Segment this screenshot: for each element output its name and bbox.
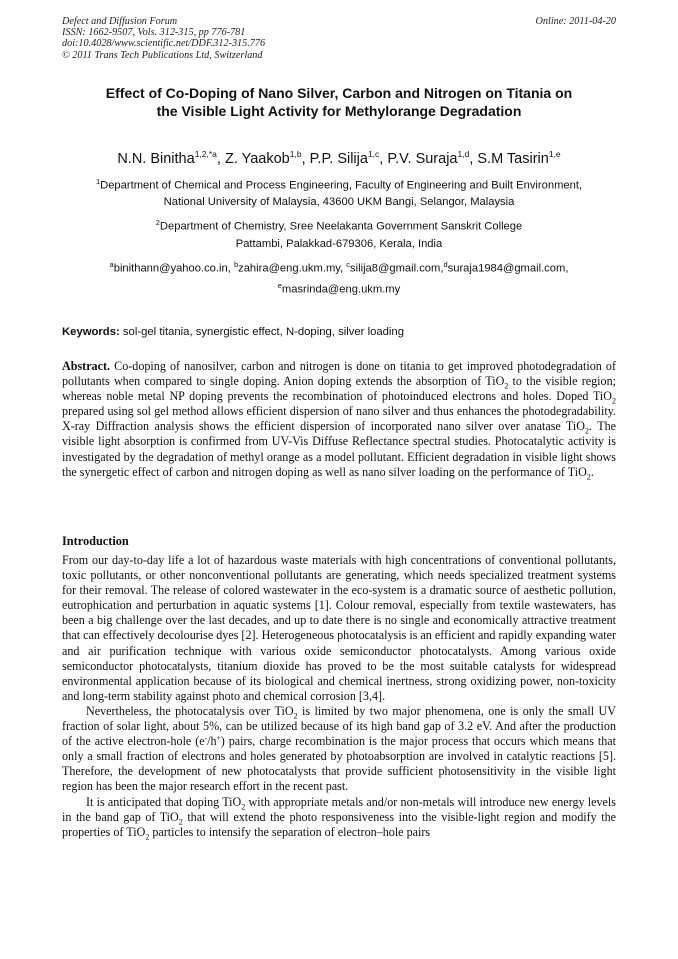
online-date: Online: 2011-04-20	[535, 16, 616, 27]
text-run: particles to intensify the separation of electron–hole pairs	[149, 824, 431, 839]
text-run: /h	[207, 734, 217, 749]
running-header	[62, 16, 616, 61]
author-affil-sup: 1,2,*a	[194, 149, 217, 159]
email-c: silija8@gmail.com,	[350, 262, 444, 275]
paragraph	[62, 704, 616, 795]
abstract-text: . The visible light absorption is confirmed from UV-Vis Diffuse Reflectance spectral studies. Photocatalytic activity is investigated by the degradation of methyl orange as a model pollutant. Efficient degradation in visible light shows the synergetic effect of carbon and nitrogen doping as well as nano silver loading on the performance of TiO	[62, 419, 616, 479]
author-name: S.M Tasirin	[477, 150, 549, 167]
email-sup: a	[109, 260, 114, 269]
subscript: 2	[178, 817, 183, 826]
subscript: 2	[585, 426, 589, 436]
paragraph: From our day-to-day life a lot of hazardous waste materials with high concentrations of conventional pollutants, toxic pollutants, or other nonconventional pollutants are generating, which needs specialized treatment systems for their removal. The release of colored wastewater in the eco-system is a dramatic source of aesthetic pollution, eutrophication and perturbation in aquatic systems [1]. Colour removal, especially from textile wastewaters, has been a big challenge over the last decades, and up to date there is no single and economically attractive treatment that can effectively decolourise dyes [2]. Heterogeneous photocatalysis is an efficient and rapidly expanding water and air purification technique with various oxide semiconductor photocatalysts. Among various oxide semiconductor photocatalysts, titanium dioxide has proved to be the most suitable catalysts for widespread environmental application because of its biological and chemical inertness, strong oxidizing power, non-toxicity and long-term stability against photo and chemical corrosion [3,4].	[62, 553, 616, 703]
paper-title	[62, 84, 616, 120]
abstract-label: Abstract.	[62, 359, 111, 373]
abstract-text: to the visible region; whereas noble metal NP doping prevents the recombination of photoinduced electrons and holes. Doped TiO	[62, 374, 616, 404]
email-line-2	[62, 279, 616, 297]
subscript: 2	[241, 801, 246, 811]
superscript: +	[216, 733, 221, 743]
subscript: 2	[504, 381, 509, 391]
affiliation-1-line-2: National University of Malaysia, 43600 UKM Bangi, Selangor, Malaysia	[163, 196, 515, 208]
affil-text: Department of Chemical and Process Engineering, Faculty of Engineering and Built Environment,	[100, 179, 583, 192]
abstract-text: Co-doping of nanosilver, carbon and nitrogen is done on titania to get improved photodegradation of pollutants when compared to single doping. Anion doping extends the absorption of TiO	[62, 359, 616, 389]
author-sep: ,	[216, 150, 225, 167]
text-run: is limited by two major phenomena, one is only the small UV fraction of solar light, about 5%, can be utilized because of its high band gap of 3.2 eV. And after the production of the active electron-hole (e	[62, 703, 616, 749]
email-d: suraja1984@gmail.com,	[447, 262, 569, 275]
title-line-1: Effect of Co-Doping of Nano Silver, Carbon and Nitrogen on Titania on	[105, 85, 573, 101]
abstract	[62, 359, 616, 480]
author-sep: ,	[379, 150, 388, 167]
copyright-line: © 2011 Trans Tech Publications Ltd, Switzerland	[62, 49, 263, 61]
subscript: 2	[612, 396, 616, 406]
author-list	[62, 145, 616, 168]
affiliation-2-line-2: Pattambi, Palakkad-679306, Kerala, India	[235, 238, 443, 250]
affil-text: Department of Chemistry, Sree Neelakanta Government Sanskrit College	[159, 220, 523, 233]
keywords-label: Keywords:	[62, 326, 120, 338]
affil-sup: 1	[95, 177, 101, 186]
author-affil-sup: 1,b	[289, 149, 302, 159]
paragraph	[62, 795, 616, 840]
doi-line: doi:10.4028/www.scientific.net/DDF.312-315.776	[62, 38, 266, 50]
email-a: binithann@yahoo.co.in,	[113, 262, 234, 275]
section-heading-introduction: Introduction	[62, 534, 129, 548]
email-sup: d	[443, 260, 448, 269]
subscript: 2	[293, 711, 298, 721]
text-run: that will extend the photo responsiveness into the visible-light region and modify the properties of TiO	[62, 809, 616, 839]
author-name: P.P. Silija	[309, 150, 368, 167]
text-run: It is anticipated that doping TiO	[86, 794, 242, 809]
author-name: P.V. Suraja	[387, 150, 458, 167]
subscript: 2	[145, 832, 150, 842]
author-sep: ,	[301, 150, 310, 167]
text-run: ) pairs, charge recombination is the major process that occurs which means that only a small fraction of electrons and holes generated by photoabsorption are involved in catalytic reactions [5]. Therefore, the development of new photocatalysts that provide sufficient photosensitivity in the visible light region has been the major research effort in the recent past.	[62, 734, 616, 794]
author-name: Z. Yaakob	[224, 150, 290, 167]
superscript: -	[204, 733, 208, 743]
author-sep: ,	[469, 150, 478, 167]
introduction-body	[62, 553, 616, 840]
email-sup: b	[233, 260, 239, 269]
text-run: with appropriate metals and/or non-metals will introduce new energy levels in the band gap of TiO	[62, 794, 616, 824]
abstract-text: prepared using sol gel method allows efficient dispersion of nano silver and thus enhances the photodegradability. X-ray Diffraction analysis shows the efficient dispersion of incorporated nano silver over anatase TiO	[62, 404, 616, 434]
author-affil-sup: 1,d	[457, 149, 470, 159]
subscript: 2	[586, 472, 591, 482]
affiliation-1-line-1	[62, 175, 616, 193]
keywords-text: sol-gel titania, synergistic effect, N-doping, silver loading	[119, 326, 405, 338]
abstract-text: .	[590, 464, 594, 479]
affiliation-2-line-1	[62, 216, 616, 234]
author-name: N.N. Binitha	[117, 150, 195, 167]
issn-line: ISSN: 1662-9507, Vols. 312-315, pp 776-781	[62, 27, 246, 39]
journal-name: Defect and Diffusion Forum	[62, 16, 178, 27]
email-line-1	[62, 258, 616, 276]
email-e: masrinda@eng.ukm.my	[281, 283, 401, 296]
email-sup: e	[277, 281, 282, 290]
author-affil-sup: 1,e	[548, 149, 561, 159]
author-affil-sup: 1,c	[367, 149, 380, 159]
email-b: zahira@eng.ukm.my,	[238, 262, 347, 275]
affil-sup: 2	[155, 218, 160, 227]
keywords	[62, 325, 616, 339]
title-line-2: the Visible Light Activity for Methylorange Degradation	[156, 103, 522, 119]
text-run: Nevertheless, the photocatalysis over TiO	[86, 703, 294, 718]
email-sup: c	[346, 260, 351, 269]
